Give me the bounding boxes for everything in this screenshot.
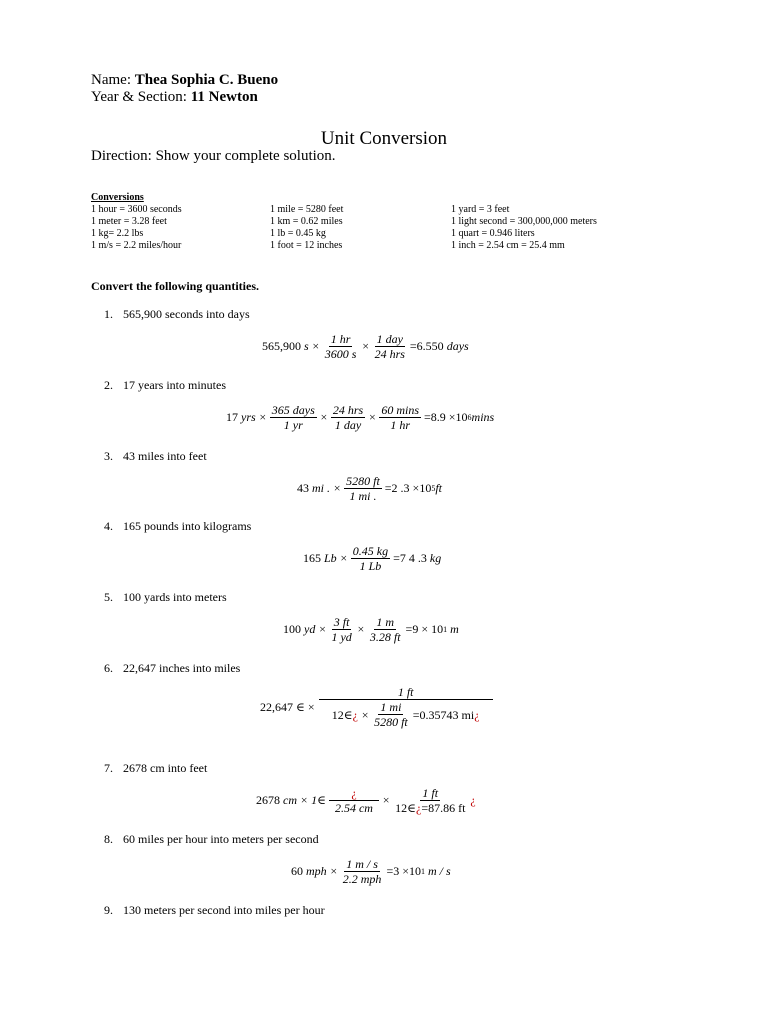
convert-heading: Convert the following quantities. — [91, 279, 259, 293]
student-name: Name: Thea Sophia C. Bueno — [91, 72, 279, 88]
question-9: 9. 130 meters per second into miles per hour — [104, 903, 325, 917]
conversions-col2: 1 mile = 5280 feet 1 km = 0.62 miles 1 lb = 0.45 kg 1 foot = 12 inches — [270, 204, 344, 251]
solution-3: 43 mi . × $\frac{5280 ft}{1 mi .}$ =2 .3 ×10 5 ft — [297, 474, 442, 503]
question-5: 5. 100 yards into meters — [104, 590, 227, 604]
conversions-heading: Conversions — [91, 192, 144, 203]
question-8: 8. 60 miles per hour into meters per second — [104, 832, 319, 846]
solution-2: 17 yrs × $\frac{\text{365 days}}{1 yr}$ × $\frac{\text{24 hrs}}{\text{1 day}}$ × $\frac{60 \min s}{1 hr}$ =8.9 ×10 6 mins — [226, 403, 495, 432]
conversions-col3: 1 yard = 3 feet 1 light second = 300,000,000 meters 1 quart = 0.946 liters 1 inch = 2.54 cm = 25.4 mm — [451, 204, 597, 251]
question-7: 7. 2678 cm into feet — [104, 761, 208, 775]
question-2: 2. 17 years into minutes — [104, 378, 226, 392]
solution-1: 565,900 s × $\frac{1 hr}{3600 s}$ × $\frac{\text{1 day}}{\text{24 hrs}}$ =6.550 days — [262, 332, 469, 361]
year-section: Year & Section: 11 Newton — [91, 89, 258, 105]
question-3: 3. 43 miles into feet — [104, 449, 207, 463]
solution-5: 100 yd × $\frac{3 ft}{1 yd}$ × $\frac{1 m}{3.28 ft}$ =9 × 10 1 m — [283, 615, 459, 644]
question-4: 4. 165 pounds into kilograms — [104, 519, 252, 533]
question-1: 1. 565,900 seconds into days — [104, 307, 250, 321]
solution-6: 22,647 ∈ × 1 ft 12∈ ¿ × $\frac{1 mi}{5280 ft}$ =0.35743 mi ¿ — [260, 685, 496, 729]
page-title: Unit Conversion — [320, 128, 448, 149]
direction-text: Direction: Show your complete solution. — [91, 148, 336, 164]
solution-7: 2678 cm × 1∈ $\frac{¿}{2.54 cm}$ × $\frac{1 ft}{12\in¿=87.86 ft}$ ¿ — [256, 786, 476, 815]
solution-8: 60 mph × $\frac{1 m / s}{\text{2.2 mph}}$ =3 ×10 1 m / s — [291, 857, 451, 886]
solution-4: 165 Lb × $\frac{0.45 kg}{1 Lb}$ =7 4 .3 kg — [303, 544, 442, 573]
conversions-col1: 1 hour = 3600 seconds 1 meter = 3.28 feet 1 kg= 2.2 lbs 1 m/s = 2.2 miles/hour — [91, 204, 182, 251]
question-6: 6. 22,647 inches into miles — [104, 661, 241, 675]
